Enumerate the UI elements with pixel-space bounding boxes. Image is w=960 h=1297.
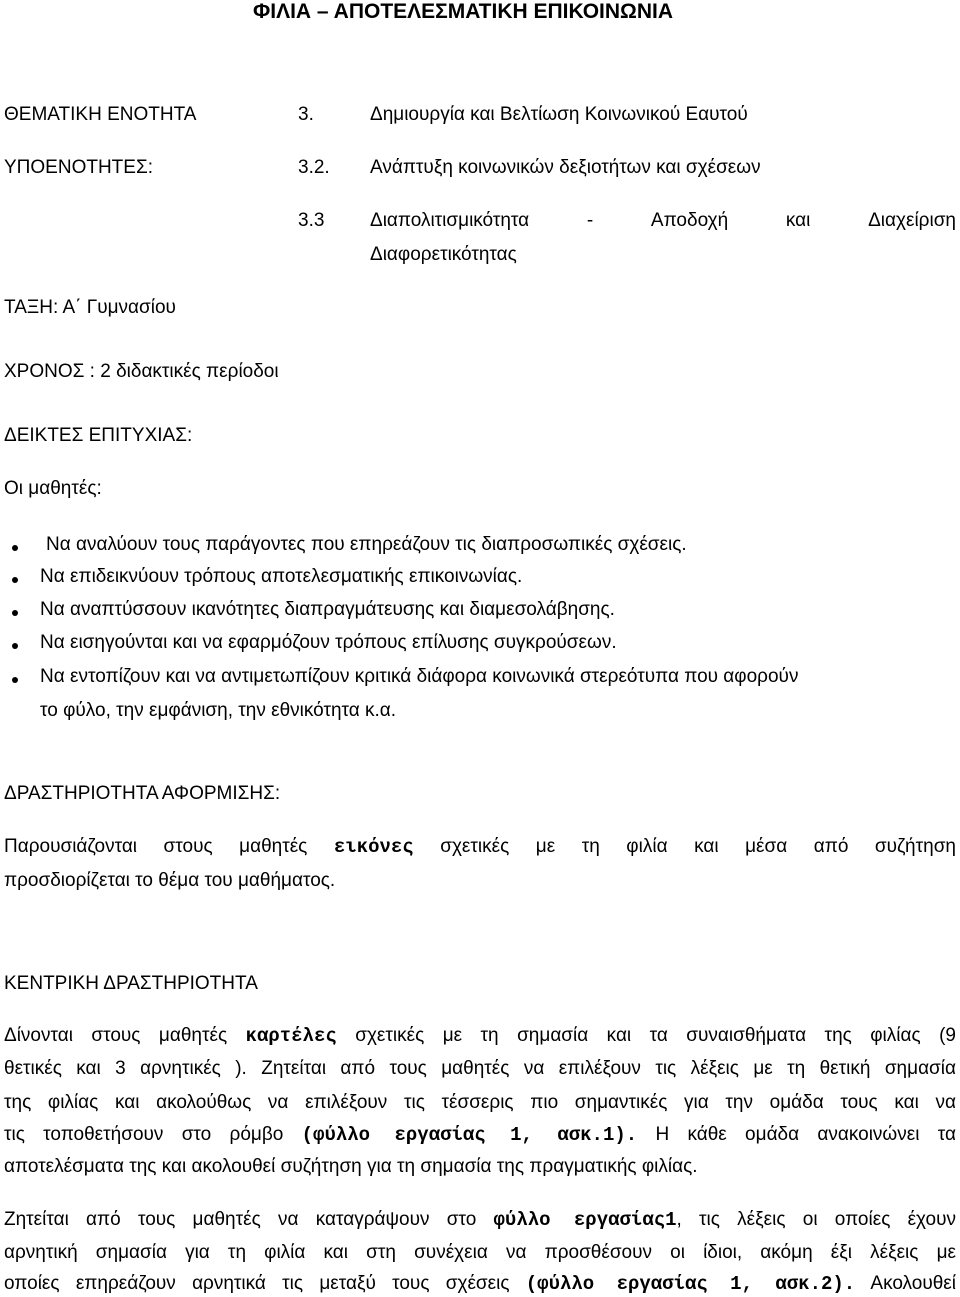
bold-term: φύλλο εργασίας1 xyxy=(493,1209,677,1231)
indicator-item: Να εισηγούνται και να εφαρμόζουν τρόπους επίλυσης συγκρούσεων. xyxy=(40,632,617,653)
motivation-heading: ΔΡΑΣΤΗΡΙΟΤΗΤΑ ΑΦΟΡΜΙΣΗΣ: xyxy=(4,783,281,804)
time-value: 2 διδακτικές περίοδοι xyxy=(100,361,279,382)
indicator-item: Να επιδεικνύουν τρόπους αποτελεσματικής επικοινωνίας. xyxy=(40,566,523,587)
indicator-item: Να εντοπίζουν και να αντιμετωπίζουν κριτικά διάφορα κοινωνικά στερεότυπα που αφορούν xyxy=(40,666,799,687)
subunit-2-word: Αποδοχή xyxy=(650,210,729,231)
bullet-icon xyxy=(12,677,18,683)
bullet-icon xyxy=(12,610,18,616)
text-run: Παρουσιάζονται στους μαθητές xyxy=(4,836,334,857)
bullet-icon xyxy=(12,643,18,649)
subunit-1-number: 3.2. xyxy=(298,157,330,178)
indicators-intro: Οι μαθητές: xyxy=(4,478,102,499)
bold-term: (φύλλο εργασίας 1, ασκ.1). xyxy=(301,1124,638,1146)
subunit-1-text: Ανάπτυξη κοινωνικών δεξιοτήτων και σχέσεων xyxy=(370,157,761,178)
bullet-icon xyxy=(12,577,18,583)
motivation-line-2: προσδιορίζεται το θέμα του μαθήματος. xyxy=(4,870,336,891)
main-p1-line-3: της φιλίας και ακολούθως να επιλέξουν τις τέσσερις πιο σημαντικές για την ομάδα τους και να xyxy=(4,1092,956,1113)
text-run: σχετικές με τη φιλία και μέσα από συζήτηση xyxy=(413,836,956,857)
class-row xyxy=(4,297,176,319)
main-p2-line-2: αρνητική σημασία για τη φιλία και στη συνέχεια να προσθέσουν οι ίδιοι, ακόμη έξι λέξεις με xyxy=(4,1242,956,1263)
subunit-2-word: και xyxy=(785,210,811,231)
motivation-line-1 xyxy=(4,836,956,858)
main-p1-line-1 xyxy=(4,1025,956,1047)
main-p2-line-3 xyxy=(4,1273,956,1295)
main-p1-line-4 xyxy=(4,1124,956,1146)
bold-term: εικόνες xyxy=(333,836,414,858)
thematic-unit-label: ΘΕΜΑΤΙΚΗ ΕΝΟΤΗΤΑ xyxy=(4,104,197,125)
main-p2-line-1 xyxy=(4,1209,956,1231)
main-p1-line-5: αποτελέσματα της και ακολουθεί συζήτηση για τη σημασία της πραγματικής φιλίας. xyxy=(4,1156,698,1177)
subunit-2-word: Διαχείριση xyxy=(868,210,956,231)
subunit-2-text xyxy=(370,210,956,232)
subunits-label: ΥΠΟΕΝΟΤΗΤΕΣ: xyxy=(4,157,153,178)
class-value: Α΄ Γυμνασίου xyxy=(62,297,176,318)
time-label: ΧΡΟΝΟΣ : xyxy=(4,361,95,382)
bold-term: καρτέλες xyxy=(245,1025,337,1047)
class-label: ΤΑΞΗ: xyxy=(4,297,59,318)
indicator-item-continuation: το φύλο, την εμφάνιση, την εθνικότητα κ.α. xyxy=(40,700,397,721)
bullet-icon xyxy=(12,545,18,551)
text-run: Δίνονται στους μαθητές xyxy=(4,1025,246,1046)
text-run: , τις λέξεις οι οποίες έχουν xyxy=(676,1209,956,1230)
thematic-unit-row xyxy=(4,104,956,130)
subunit-2-word: - xyxy=(586,210,594,231)
subunit-2-word: Διαπολιτισμικότητα xyxy=(370,210,530,231)
main-activity-heading: ΚΕΝΤΡΙΚΗ ΔΡΑΣΤΗΡΙΟΤΗΤΑ xyxy=(4,973,258,994)
text-run: Ακολουθεί xyxy=(855,1273,956,1294)
main-p1-line-2: θετικές και 3 αρνητικές ). Ζητείται από τους μαθητές να επιλέξουν τις λέξεις με τη θετική σημασία xyxy=(4,1058,956,1079)
indicators-heading: ΔΕΙΚΤΕΣ ΕΠΙΤΥΧΙΑΣ: xyxy=(4,425,193,446)
bold-term: (φύλλο εργασίας 1, ασκ.2). xyxy=(525,1273,856,1295)
text-run: σχετικές με τη σημασία και τα συναισθήματα της φιλίας (9 xyxy=(336,1025,956,1046)
indicator-item: Να αναπτύσσουν ικανότητες διαπραγμάτευσης και διαμεσολάβησης. xyxy=(40,599,615,620)
time-row xyxy=(4,361,279,383)
thematic-unit-number: 3. xyxy=(298,104,314,125)
indicator-item: Να αναλύουν τους παράγοντες που επηρεάζουν τις διαπροσωπικές σχέσεις. xyxy=(46,534,687,555)
subunit-2-continuation: Διαφορετικότητας xyxy=(370,244,517,265)
text-run: Η κάθε ομάδα ανακοινώνει τα xyxy=(637,1124,956,1145)
text-run: οποίες επηρεάζουν αρνητικά τις μεταξύ τους σχέσεις xyxy=(4,1273,526,1294)
text-run: τις τοποθετήσουν στο ρόμβο xyxy=(4,1124,302,1145)
subunit-2-number: 3.3 xyxy=(298,210,325,231)
document-title: ΦΙΛΙΑ – ΑΠΟΤΕΛΕΣΜΑΤΙΚΗ ΕΠΙΚΟΙΝΩΝΙΑ xyxy=(253,0,674,23)
thematic-unit-text: Δημιουργία και Βελτίωση Κοινωνικού Εαυτού xyxy=(370,104,748,125)
text-run: Ζητείται από τους μαθητές να καταγράψουν στο xyxy=(4,1209,494,1230)
subunits-row xyxy=(4,157,956,183)
